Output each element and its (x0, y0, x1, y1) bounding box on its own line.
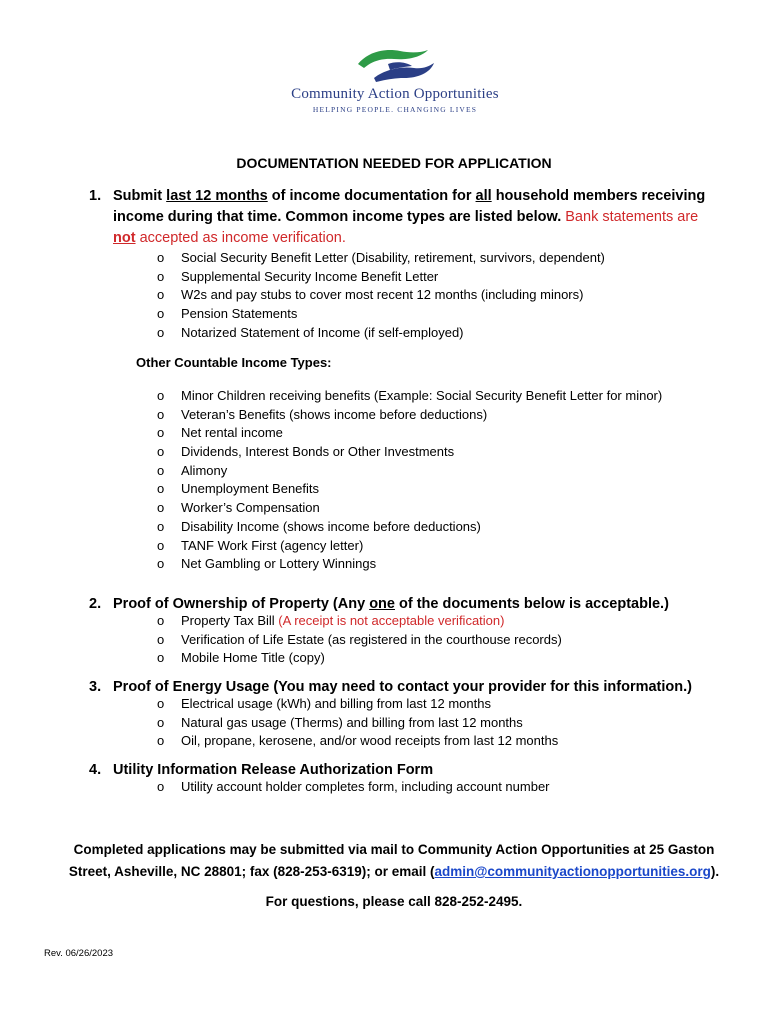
bullet-icon: o (157, 425, 165, 441)
submission-instructions (0, 839, 770, 883)
list-item (157, 612, 562, 631)
list-item (157, 324, 605, 343)
other-income-list (157, 387, 662, 574)
hands-logo-icon (354, 48, 436, 82)
bullet-icon: o (157, 537, 165, 553)
list-item-text: Disability Income (shows income before deductions) (181, 518, 481, 534)
bullet-icon: o (157, 556, 165, 572)
list-item-text: W2s and pay stubs to cover most recent 12 months (including minors) (181, 287, 584, 303)
bullet-icon: o (157, 631, 165, 647)
list-item-text: Net rental income (181, 425, 283, 441)
list-item-text: Verification of Life Estate (as registered in the courthouse records) (181, 631, 562, 647)
section-text-underlined: last 12 months (166, 188, 268, 204)
list-item-text: Worker’s Compensation (181, 500, 320, 516)
bullet-icon: o (157, 250, 165, 265)
list-item-text: Notarized Statement of Income (if self-employed) (181, 324, 464, 340)
bullet-icon: o (157, 324, 165, 340)
footer-text: Street, Asheville, NC 28801; fax (828-253-6319); or email ( (68, 864, 435, 879)
bullet-icon: o (157, 388, 165, 403)
list-item-text: Electrical usage (kWh) and billing from last 12 months (181, 696, 491, 711)
list-item-text: Oil, propane, kerosene, and/or wood receipts from last 12 months (181, 733, 559, 749)
list-item (157, 695, 558, 714)
list-item (157, 480, 662, 499)
list-item (157, 268, 605, 287)
section-text: household members receiving (491, 188, 706, 204)
warning-text: Bank statements are (561, 209, 699, 225)
section-text: income during that time. Common income types are listed below. (113, 209, 562, 225)
list-item (157, 443, 662, 462)
bullet-icon: o (157, 518, 165, 534)
list-item-text: Pension Statements (181, 306, 298, 322)
page-title: DOCUMENTATION NEEDED FOR APPLICATION (236, 155, 552, 171)
list-item (157, 631, 562, 650)
list-item (157, 537, 662, 556)
utility-form-list (157, 778, 550, 797)
bullet-icon: o (157, 444, 165, 460)
list-item (157, 462, 662, 481)
section-text: Utility Information Release Authorization Form (113, 762, 434, 778)
list-item-text: TANF Work First (agency letter) (181, 537, 364, 553)
list-item-text: Alimony (181, 462, 228, 478)
list-item (157, 406, 662, 425)
list-item (157, 387, 662, 406)
list-item-text: Supplemental Security Income Benefit Letter (181, 268, 439, 284)
list-item (157, 286, 605, 305)
income-documents-list (157, 249, 605, 342)
bullet-icon: o (157, 481, 165, 497)
list-item-text: Net Gambling or Lottery Winnings (181, 556, 377, 572)
bullet-icon: o (157, 733, 165, 749)
list-item-text: Minor Children receiving benefits (Example: Social Security Benefit Letter for minor) (181, 388, 663, 403)
other-income-heading: Other Countable Income Types: (136, 355, 332, 370)
section-number: 1. (89, 188, 102, 204)
list-item-text: Unemployment Benefits (181, 481, 320, 497)
section-number: 4. (89, 762, 102, 778)
list-item (157, 714, 558, 733)
warning-text-not: not (113, 230, 136, 246)
bullet-icon: o (157, 613, 165, 628)
section-text: Submit (113, 188, 167, 204)
list-item (157, 649, 562, 668)
list-item-text: Utility account holder completes form, including account number (181, 779, 550, 794)
list-item-text: Property Tax Bill (181, 613, 279, 628)
section-text-underlined: one (369, 596, 395, 612)
section-text: of the documents below is acceptable.) (394, 596, 669, 612)
questions-line: For questions, please call 828-252-2495. (265, 894, 523, 909)
bullet-icon: o (157, 268, 165, 284)
section-text: Proof of Ownership of Property (Any (113, 596, 370, 612)
footer-text: Completed applications may be submitted via mail to Community Action Opportunities at 25 Gaston (73, 842, 715, 857)
list-item-text: Veteran’s Benefits (shows income before deductions) (181, 406, 488, 422)
list-item (157, 305, 605, 324)
list-item (157, 249, 605, 268)
list-item-text: Natural gas usage (Therms) and billing from last 12 months (181, 714, 523, 730)
revision-date: Rev. 06/26/2023 (44, 948, 114, 959)
org-name: Community Action Opportunities (291, 86, 499, 102)
list-item (157, 555, 662, 574)
property-documents-list (157, 612, 562, 668)
bullet-icon: o (157, 714, 165, 730)
list-item-text: Dividends, Interest Bonds or Other Investments (181, 444, 455, 460)
list-item (157, 424, 662, 443)
list-item (157, 499, 662, 518)
section-number: 3. (89, 679, 102, 695)
section-1-heading (89, 186, 705, 249)
list-item (157, 778, 550, 797)
bullet-icon: o (157, 779, 165, 794)
warning-text: accepted as income verification. (135, 230, 346, 246)
bullet-icon: o (157, 500, 165, 516)
energy-documents-list (157, 695, 558, 751)
warning-text: (A receipt is not acceptable verification) (278, 613, 505, 628)
footer-text: ). (710, 864, 720, 879)
section-text-underlined: all (475, 188, 492, 204)
list-item (157, 732, 558, 751)
email-link[interactable]: admin@communityactionopportunities.org (434, 864, 711, 879)
section-text: of income documentation for (267, 188, 476, 204)
section-number: 2. (89, 596, 102, 612)
org-tagline: HELPING PEOPLE. CHANGING LIVES (312, 105, 478, 114)
list-item (157, 518, 662, 537)
bullet-icon: o (157, 650, 165, 666)
logo (270, 48, 520, 126)
bullet-icon: o (157, 696, 165, 711)
bullet-icon: o (157, 306, 165, 322)
section-text: Proof of Energy Usage (You may need to contact your provider for this information.) (113, 679, 692, 695)
list-item-text: Social Security Benefit Letter (Disability, retirement, survivors, dependent) (181, 250, 605, 265)
bullet-icon: o (157, 462, 165, 478)
bullet-icon: o (157, 406, 165, 422)
bullet-icon: o (157, 287, 165, 303)
list-item-text: Mobile Home Title (copy) (181, 650, 325, 666)
